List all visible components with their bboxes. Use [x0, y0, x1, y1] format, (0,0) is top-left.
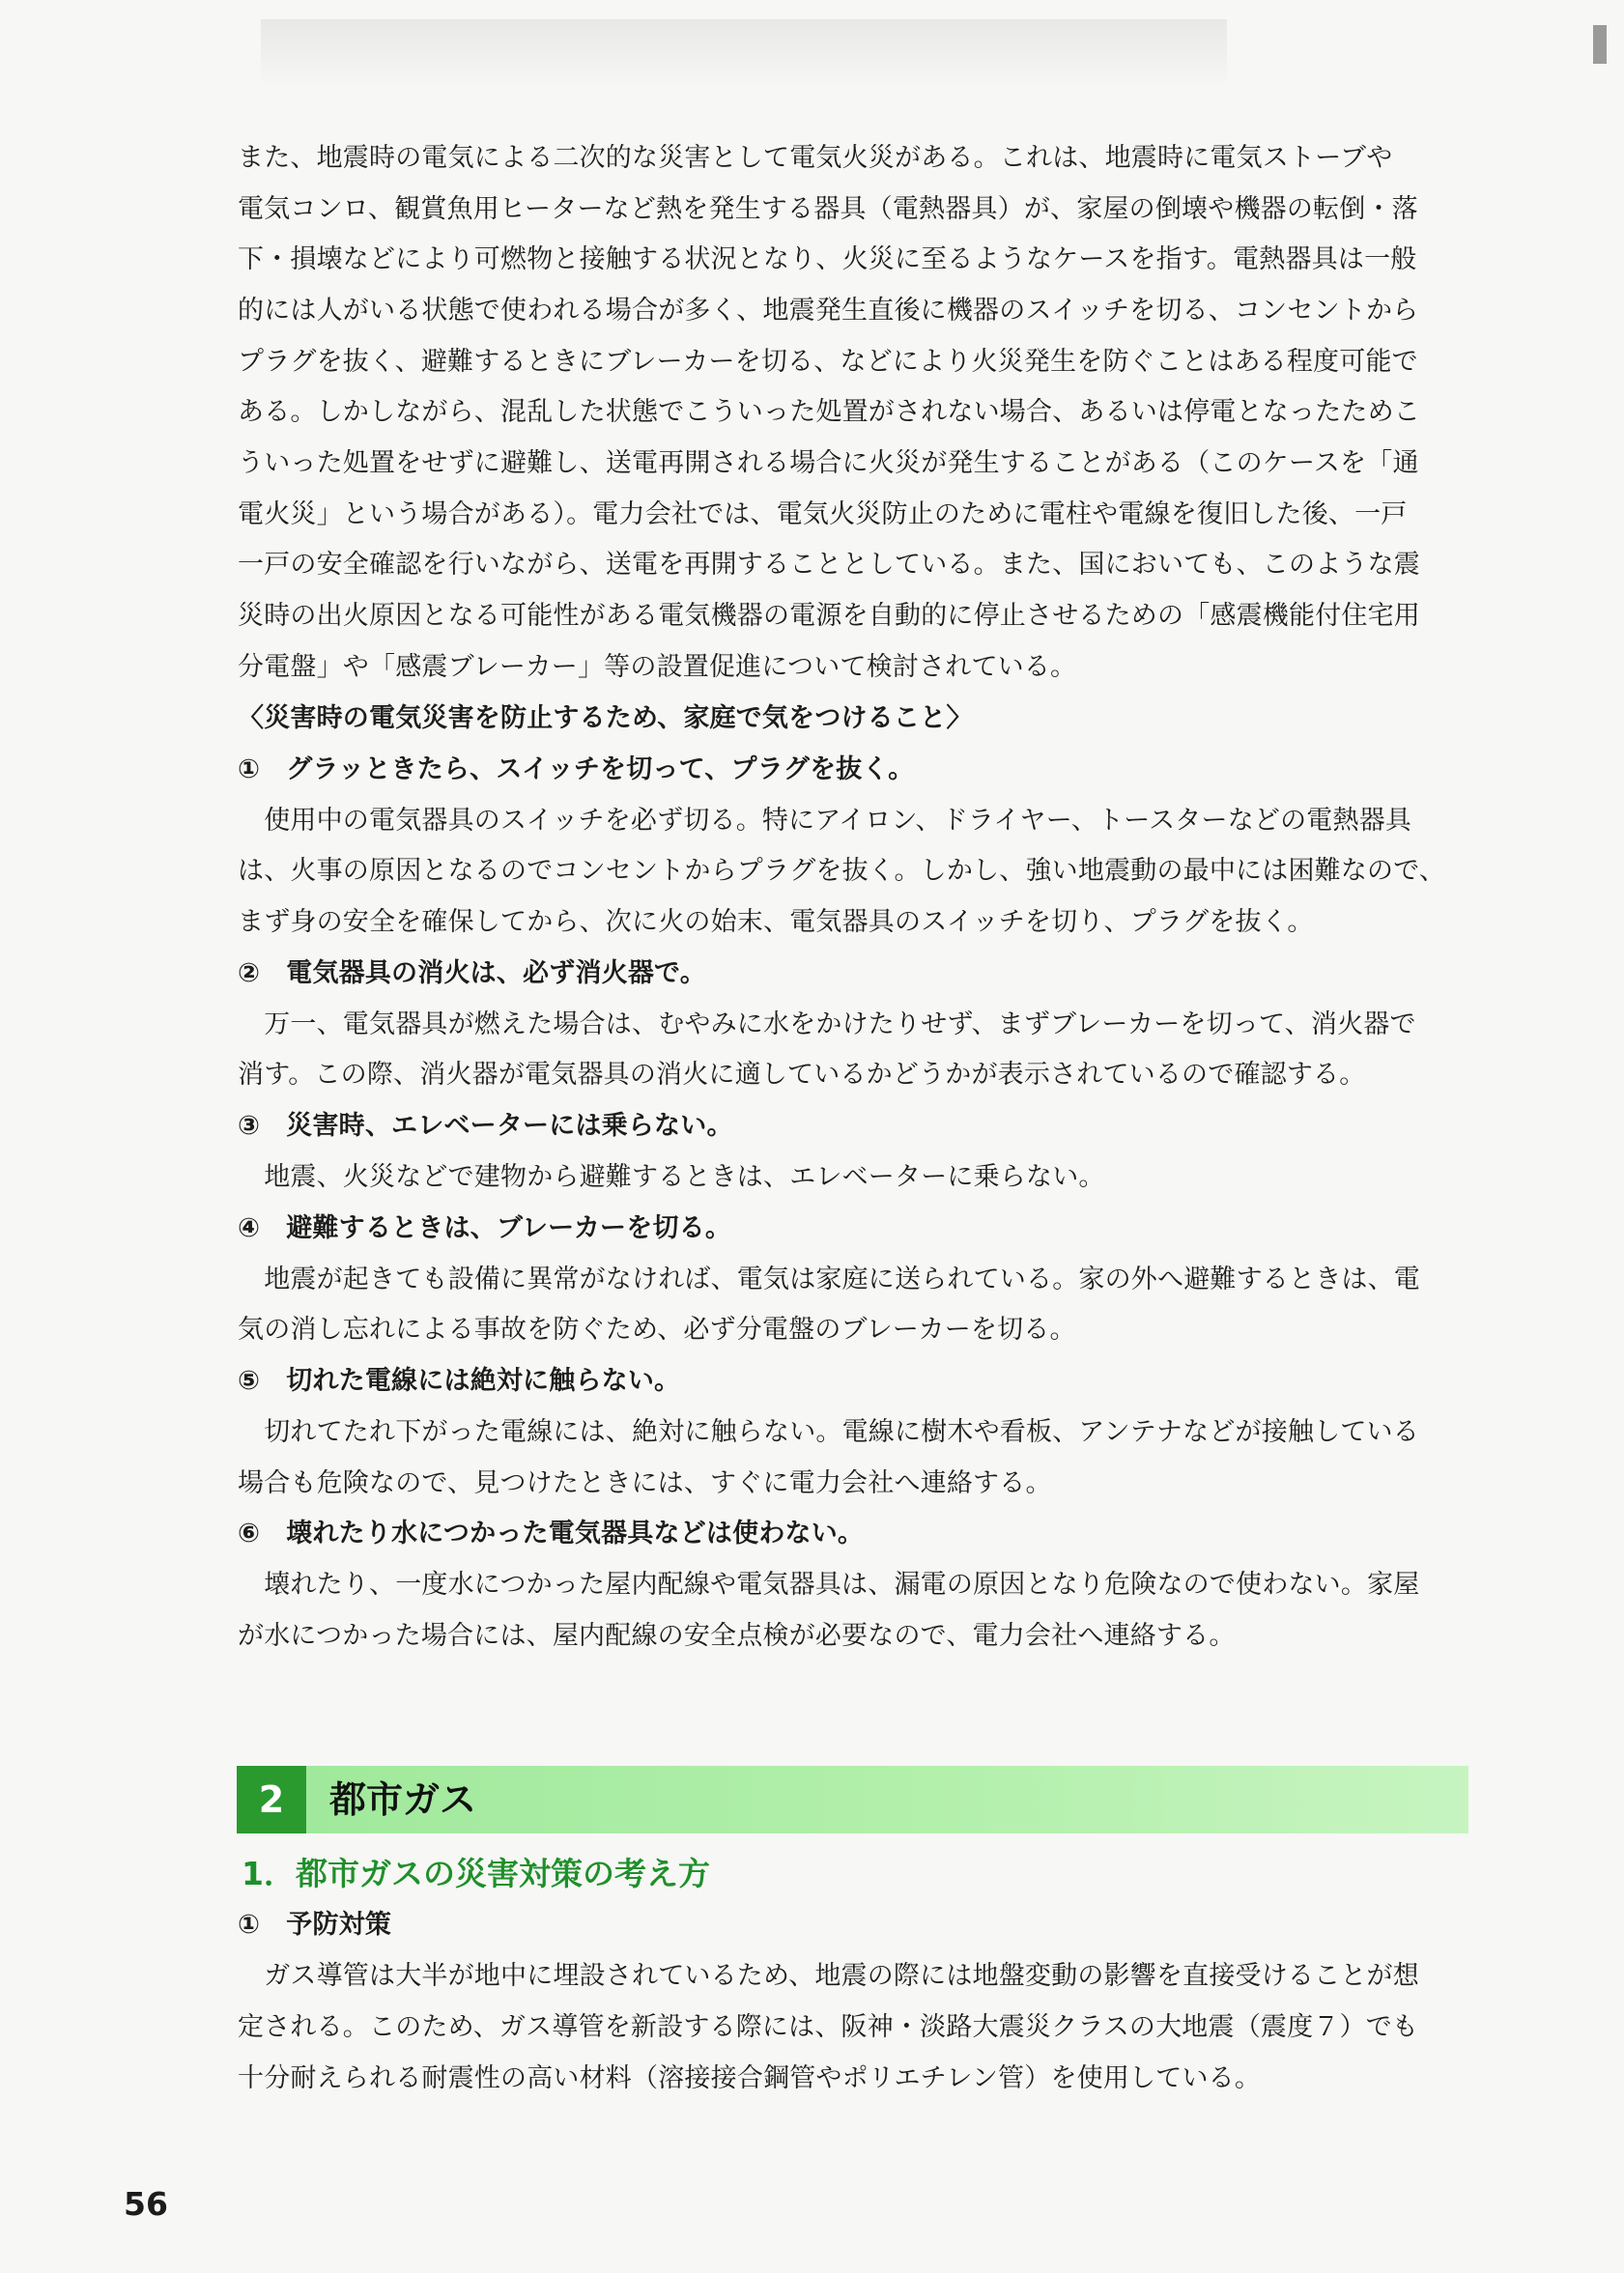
body-line: ういった処置をせずに避難し、送電再開される場合に火災が発生することがある（このケースを「通 [238, 448, 1419, 478]
body-line: ある。しかしながら、混乱した状態でこういった処置がされない場合、あるいは停電となったためこ [238, 397, 1420, 427]
body-line: 壊れたり、一度水につかった屋内配線や電気器具は、漏電の原因となり危険なので使わない。家屋 [238, 1570, 1420, 1600]
list-item-title: ④ 避難するときは、ブレーカーを切る。 [238, 1213, 732, 1243]
body-line: 十分耐えられる耐震性の高い材料（溶接接合鋼管やポリエチレン管）を使用している。 [238, 2063, 1262, 2093]
body-line: まず身の安全を確保してから、次に火の始末、電気器具のスイッチを切り、プラグを抜く。 [238, 907, 1314, 937]
section-number-badge: 2 [237, 1766, 306, 1833]
body-line: また、地震時の電気による二次的な災害として電気火災がある。これは、地震時に電気ストーブや [238, 143, 1393, 173]
body-line: 一戸の安全確認を行いながら、送電を再開することとしている。また、国においても、このような震 [238, 550, 1420, 580]
body-line: 下・損壊などにより可燃物と接触する状況となり、火災に至るようなケースを指す。電熱器具は一般 [238, 244, 1417, 274]
body-line: は、火事の原因となるのでコンセントからプラグを抜く。しかし、強い地震動の最中には困難なので、 [238, 856, 1446, 886]
body-line: 万一、電気器具が燃えた場合は、むやみに水をかけたりせず、まずブレーカーを切って、消火器で [238, 1009, 1416, 1039]
subheading: 1．都市ガスの災害対策の考え方 [242, 1855, 710, 1892]
body-line: 定される。このため、ガス導管を新設する際には、阪神・淡路大震災クラスの大地震（震度７）でも [238, 2012, 1419, 2042]
list-item-title: ② 電気器具の消火は、必ず消火器で。 [238, 958, 706, 988]
section-header [237, 1766, 1468, 1833]
body-line: 分電盤」や「感震ブレーカー」等の設置促進について検討されている。 [238, 652, 1077, 682]
list-item-title: ① グラッときたら、スイッチを切って、プラグを抜く。 [238, 754, 915, 784]
body-line: 電火災」という場合がある）。電力会社では、電気火災防止のために電柱や電線を復旧した後、一戸 [238, 499, 1408, 529]
body-line: が水につかった場合には、屋内配線の安全点検が必要なので、電力会社へ連絡する。 [238, 1621, 1236, 1651]
body-line: 的には人がいる状態で使われる場合が多く、地震発生直後に機器のスイッチを切る、コンセントから [238, 296, 1419, 326]
list-item-title: ① 予防対策 [238, 1910, 392, 1940]
list-heading: 〈災害時の電気災害を防止するため、家庭で気をつけること〉 [238, 703, 973, 733]
list-item-title: ⑤ 切れた電線には絶対に触らない。 [238, 1366, 681, 1396]
body-line: ガス導管は大半が地中に埋設されているため、地震の際には地盤変動の影響を直接受けることが想 [238, 1961, 1419, 1991]
section-title: 都市ガス [329, 1778, 477, 1821]
body-line: 地震が起きても設備に異常がなければ、電気は家庭に送られている。家の外へ避難するときは、電 [238, 1264, 1420, 1294]
body-line: 消す。この際、消火器が電気器具の消火に適しているかどうかが表示されているので確認する。 [238, 1060, 1366, 1090]
body-line: 地震、火災などで建物から避難するときは、エレベーターに乗らない。 [238, 1162, 1105, 1192]
body-line: 気の消し忘れによる事故を防ぐため、必ず分電盤のブレーカーを切る。 [238, 1315, 1076, 1345]
body-line: 場合も危険なので、見つけたときには、すぐに電力会社へ連絡する。 [238, 1468, 1052, 1498]
body-line: 切れてたれ下がった電線には、絶対に触らない。電線に樹木や看板、アンテナなどが接触している [238, 1417, 1419, 1447]
page-number: 56 [124, 2185, 168, 2223]
body-line: 電気コンロ、観賞魚用ヒーターなど熱を発生する器具（電熱器具）が、家屋の倒壊や機器の転倒・落 [238, 194, 1418, 224]
body-line: プラグを抜く、避難するときにブレーカーを切る、などにより火災発生を防ぐことはある程度可能で [238, 347, 1418, 377]
list-item-title: ⑥ 壊れたり水につかった電気器具などは使わない。 [238, 1519, 865, 1548]
body-line: 災時の出火原因となる可能性がある電気機器の電源を自動的に停止させるための「感震機能付住宅用 [238, 601, 1420, 631]
list-item-title: ③ 災害時、エレベーターには乗らない。 [238, 1111, 733, 1141]
body-line: 使用中の電気器具のスイッチを必ず切る。特にアイロン、ドライヤー、トースターなどの電熱器具 [238, 806, 1412, 836]
